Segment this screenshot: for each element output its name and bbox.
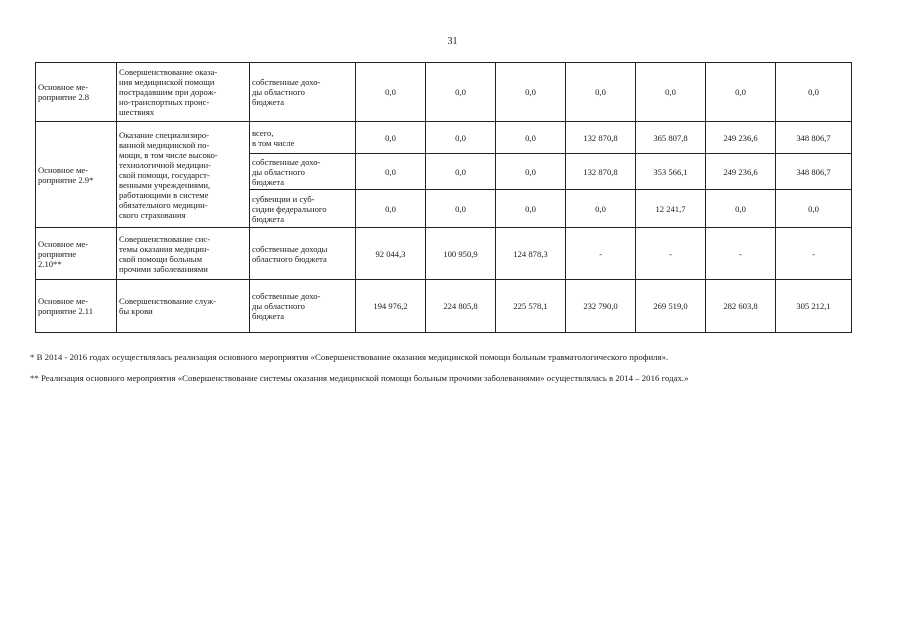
value-cell: 348 806,7 (776, 154, 852, 190)
activity-name: Основное ме- роприятие 2.8 (38, 82, 90, 102)
activity-name-cell (36, 63, 117, 122)
value-cell: 124 878,3 (496, 228, 566, 280)
activity-description-cell (117, 280, 250, 333)
activity-name-cell (36, 280, 117, 333)
funding-source: собственные дохо- ды областного бюджета (252, 156, 321, 187)
value-cell: 0,0 (356, 122, 426, 154)
value-cell: 92 044,3 (356, 228, 426, 280)
funding-source-cell (250, 122, 356, 154)
footnote: ** Реализация основного мероприятия «Совершенствование системы оказания медицинской помощи больным прочими заболеваниями» осуществлялась в 2014 – 2016 годах.» (30, 373, 689, 383)
activity-name: Основное ме- роприятие 2.9* (38, 164, 94, 185)
page-number: 31 (447, 36, 458, 47)
value-cell: 0,0 (356, 154, 426, 190)
funding-source-cell (250, 280, 356, 333)
value-cell: 282 603,8 (706, 280, 776, 333)
activity-name-cell (36, 228, 117, 280)
funding-source-cell (250, 190, 356, 228)
value-cell: 348 806,7 (776, 122, 852, 154)
value-cell: 249 236,6 (706, 122, 776, 154)
value-cell: 224 805,8 (426, 280, 496, 333)
funding-source: собственные дохо- ды областного бюджета (252, 77, 321, 107)
value-cell: 305 212,1 (776, 280, 852, 333)
activity-description: Совершенствование служ- бы крови (119, 296, 217, 316)
activity-description: Совершенствование оказа- ния медицинской помощи пострадавшим при дорож- но-транспортных проис- шествиях (119, 67, 218, 117)
funding-source-cell (250, 63, 356, 122)
table-row (36, 280, 852, 333)
value-cell: 0,0 (496, 154, 566, 190)
value-cell: 225 578,1 (496, 280, 566, 333)
value-cell: 12 241,7 (636, 190, 706, 228)
activity-description-cell (117, 63, 250, 122)
value-cell: 132 870,8 (566, 122, 636, 154)
value-cell: 0,0 (566, 63, 636, 122)
value-cell: 0,0 (426, 122, 496, 154)
value-cell: - (566, 228, 636, 280)
value-cell: 0,0 (496, 190, 566, 228)
value-cell: 0,0 (356, 190, 426, 228)
activity-name: Основное ме- роприятие 2.11 (38, 296, 94, 316)
funding-source-cell (250, 228, 356, 280)
activity-description: Совершенствование сис- темы оказания медицин- ской помощи больным прочими заболеваниями (119, 233, 211, 274)
value-cell: 132 870,8 (566, 154, 636, 190)
value-cell: 0,0 (426, 154, 496, 190)
value-cell: 0,0 (776, 63, 852, 122)
value-cell: - (776, 228, 852, 280)
value-cell: 0,0 (566, 190, 636, 228)
value-cell: 0,0 (776, 190, 852, 228)
footnotes (30, 350, 890, 392)
funding-source: собственные доходы областного бюджета (252, 243, 328, 264)
value-cell: 269 519,0 (636, 280, 706, 333)
funding-source: собственные дохо- ды областного бюджета (252, 291, 321, 321)
table-row (36, 122, 852, 154)
value-cell: 194 976,2 (356, 280, 426, 333)
activity-name: Основное ме- роприятие 2.10** (38, 238, 89, 269)
funding-source-cell (250, 154, 356, 190)
value-cell: 353 566,1 (636, 154, 706, 190)
value-cell: - (636, 228, 706, 280)
table-row (36, 63, 852, 122)
value-cell: 0,0 (426, 63, 496, 122)
activity-description-cell (117, 122, 250, 228)
activity-name-cell (36, 122, 117, 228)
value-cell: 0,0 (356, 63, 426, 122)
value-cell: 365 807,8 (636, 122, 706, 154)
activity-description: Оказание специализиро- ванной медицинской по- мощи, в том числе высоко- технологичной медицин- ской помощи, государст- венными учреждениями, работающими в системе обязательного медицин- ского страхования (119, 129, 218, 220)
value-cell: 0,0 (706, 63, 776, 122)
funding-source: субвенции и суб- сидии федерального бюджета (252, 193, 327, 224)
table-row (36, 228, 852, 280)
value-cell: 232 790,0 (566, 280, 636, 333)
value-cell: 100 950,9 (426, 228, 496, 280)
value-cell: - (706, 228, 776, 280)
value-cell: 0,0 (496, 122, 566, 154)
funding-source: всего, в том числе (252, 127, 295, 148)
value-cell: 0,0 (496, 63, 566, 122)
value-cell: 0,0 (636, 63, 706, 122)
footnote: * В 2014 - 2016 годах осуществлялась реализация основного мероприятия «Совершенствование оказания медицинской помощи больным травматологического профиля». (30, 352, 669, 362)
value-cell: 0,0 (426, 190, 496, 228)
value-cell: 0,0 (706, 190, 776, 228)
value-cell: 249 236,6 (706, 154, 776, 190)
activity-description-cell (117, 228, 250, 280)
budget-table (35, 62, 852, 333)
